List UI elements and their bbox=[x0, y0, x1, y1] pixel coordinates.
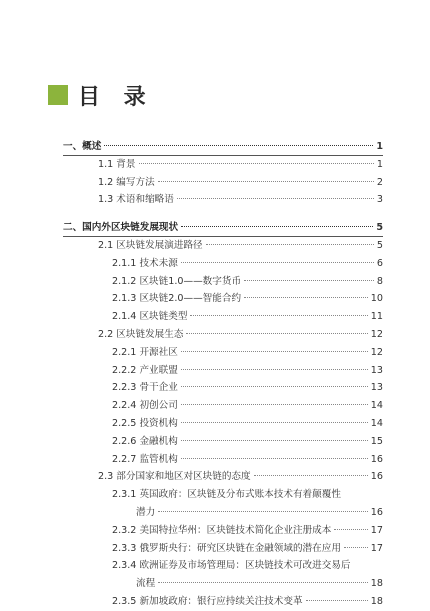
toc-entry-title: 2.2.6 金融机构 bbox=[112, 435, 178, 447]
dot-leader bbox=[244, 280, 374, 281]
toc-entry[interactable] bbox=[63, 415, 383, 433]
toc-header bbox=[48, 83, 154, 110]
dot-leader bbox=[190, 315, 367, 316]
dot-leader bbox=[181, 226, 373, 227]
toc-entry-title: 流程 bbox=[136, 578, 156, 590]
toc-entry[interactable] bbox=[63, 540, 383, 558]
toc-entry-page: 6 bbox=[376, 257, 383, 269]
toc-entry[interactable] bbox=[63, 344, 383, 362]
toc-entry-title: 2.1 区块链发展演进路径 bbox=[98, 239, 203, 251]
toc-entry-title: 2.2.3 骨干企业 bbox=[112, 382, 178, 394]
toc-entry[interactable] bbox=[63, 273, 383, 291]
toc-entry-title: 2.3 部分国家和地区对区块链的态度 bbox=[98, 471, 251, 483]
toc-entry-title: 2.3.1 英国政府：区块链及分布式账本技术有着颠覆性 bbox=[112, 489, 341, 501]
toc-entry-page: 17 bbox=[370, 524, 383, 536]
toc-entry-title: 2.1.1 技术未源 bbox=[112, 257, 178, 269]
toc-entry-page: 5 bbox=[376, 239, 383, 251]
dot-leader bbox=[139, 163, 374, 164]
dot-leader bbox=[158, 511, 368, 512]
dot-leader bbox=[181, 369, 368, 370]
toc-entry-title: 2.3.4 欧洲证券及市场管理局：区块链技术可改进交易后 bbox=[112, 560, 351, 572]
toc-entry[interactable] bbox=[63, 362, 383, 380]
toc-entry[interactable] bbox=[63, 191, 383, 209]
toc-entry-page: 3 bbox=[376, 194, 383, 206]
toc-entry-title: 二、国内外区块链发展现状 bbox=[63, 222, 179, 234]
toc-entry-title: 2.1.4 区块链类型 bbox=[112, 311, 188, 323]
dot-leader bbox=[181, 422, 368, 423]
green-square-icon bbox=[48, 85, 68, 105]
toc-entry-page: 14 bbox=[370, 400, 383, 412]
toc-entry-page: 8 bbox=[376, 275, 383, 287]
toc-entry-page: 5 bbox=[376, 222, 383, 234]
dot-leader bbox=[177, 198, 374, 199]
toc-entry-page: 12 bbox=[370, 328, 383, 340]
dot-leader bbox=[254, 475, 368, 476]
toc-entry-page: 18 bbox=[370, 595, 383, 607]
table-of-contents bbox=[63, 138, 383, 611]
dot-leader bbox=[344, 547, 368, 548]
toc-entry[interactable] bbox=[63, 451, 383, 469]
toc-entry[interactable] bbox=[63, 174, 383, 192]
toc-entry[interactable] bbox=[63, 138, 383, 156]
toc-entry-title: 2.2 区块链发展生态 bbox=[98, 328, 184, 340]
toc-entry[interactable] bbox=[63, 219, 383, 237]
toc-entry-title: 2.2.2 产业联盟 bbox=[112, 364, 178, 376]
toc-entry-title: 2.2.5 投资机构 bbox=[112, 417, 178, 429]
dot-leader bbox=[158, 181, 374, 182]
toc-entry-title: 一、概述 bbox=[63, 141, 102, 152]
dot-leader bbox=[306, 600, 368, 601]
toc-entry-page: 16 bbox=[370, 471, 383, 483]
toc-entry-title: 2.2.1 开源社区 bbox=[112, 346, 178, 358]
toc-entry-title: 1.3 术语和缩略语 bbox=[98, 194, 174, 206]
toc-entry-title: 2.2.4 初创公司 bbox=[112, 400, 178, 412]
page-title: 目 录 bbox=[78, 83, 154, 110]
toc-entry-title: 2.3.2 美国特拉华州：区块链技术简化企业注册成本 bbox=[112, 524, 332, 536]
toc-entry[interactable] bbox=[63, 593, 383, 611]
toc-entry-page: 16 bbox=[370, 453, 383, 465]
toc-entry[interactable] bbox=[63, 504, 383, 522]
toc-entry-page: 1 bbox=[376, 141, 383, 152]
toc-entry[interactable] bbox=[63, 290, 383, 308]
toc-entry-page: 14 bbox=[370, 417, 383, 429]
dot-leader bbox=[181, 440, 368, 441]
toc-entry-title: 2.3.3 俄罗斯央行：研究区块链在金融领域的潜在应用 bbox=[112, 542, 341, 554]
toc-entry-page: 15 bbox=[370, 435, 383, 447]
dot-leader bbox=[244, 297, 368, 298]
toc-entry[interactable] bbox=[63, 575, 383, 593]
toc-entry[interactable] bbox=[63, 397, 383, 415]
dot-leader bbox=[181, 386, 368, 387]
toc-entry[interactable] bbox=[63, 433, 383, 451]
toc-entry-page: 13 bbox=[370, 364, 383, 376]
toc-entry-page: 13 bbox=[370, 382, 383, 394]
dot-leader bbox=[158, 582, 368, 583]
dot-leader bbox=[181, 351, 368, 352]
toc-entry[interactable] bbox=[63, 326, 383, 344]
dot-leader bbox=[181, 458, 368, 459]
dot-leader bbox=[104, 145, 373, 146]
toc-entry-page: 2 bbox=[376, 176, 383, 188]
toc-entry[interactable] bbox=[63, 156, 383, 174]
dot-leader bbox=[206, 244, 374, 245]
toc-entry-title: 2.2.7 监管机构 bbox=[112, 453, 178, 465]
dot-leader bbox=[334, 529, 367, 530]
toc-entry-title: 1.1 背景 bbox=[98, 158, 136, 170]
toc-entry-title: 2.3.5 新加坡政府：银行应持续关注技术变革 bbox=[112, 595, 303, 607]
toc-entry[interactable] bbox=[63, 379, 383, 397]
toc-entry-page: 11 bbox=[370, 311, 383, 323]
toc-entry[interactable] bbox=[63, 486, 383, 504]
toc-entry[interactable] bbox=[63, 557, 383, 575]
toc-entry-page: 1 bbox=[376, 158, 383, 170]
toc-entry[interactable] bbox=[63, 237, 383, 255]
toc-entry-page: 10 bbox=[370, 293, 383, 305]
toc-entry-page: 16 bbox=[370, 506, 383, 518]
toc-entry-page: 12 bbox=[370, 346, 383, 358]
toc-entry[interactable] bbox=[63, 255, 383, 273]
toc-entry-page: 17 bbox=[370, 542, 383, 554]
toc-entry-title: 1.2 编写方法 bbox=[98, 176, 155, 188]
toc-entry[interactable] bbox=[63, 468, 383, 486]
toc-entry-page: 18 bbox=[370, 578, 383, 590]
toc-entry[interactable] bbox=[63, 522, 383, 540]
toc-entry-title: 潜力 bbox=[136, 506, 156, 518]
toc-entry-title: 2.1.3 区块链2.0——智能合约 bbox=[112, 293, 242, 305]
toc-entry[interactable] bbox=[63, 308, 383, 326]
dot-leader bbox=[181, 404, 368, 405]
dot-leader bbox=[186, 333, 367, 334]
toc-entry-title: 2.1.2 区块链1.0——数字货币 bbox=[112, 275, 242, 287]
dot-leader bbox=[181, 262, 374, 263]
